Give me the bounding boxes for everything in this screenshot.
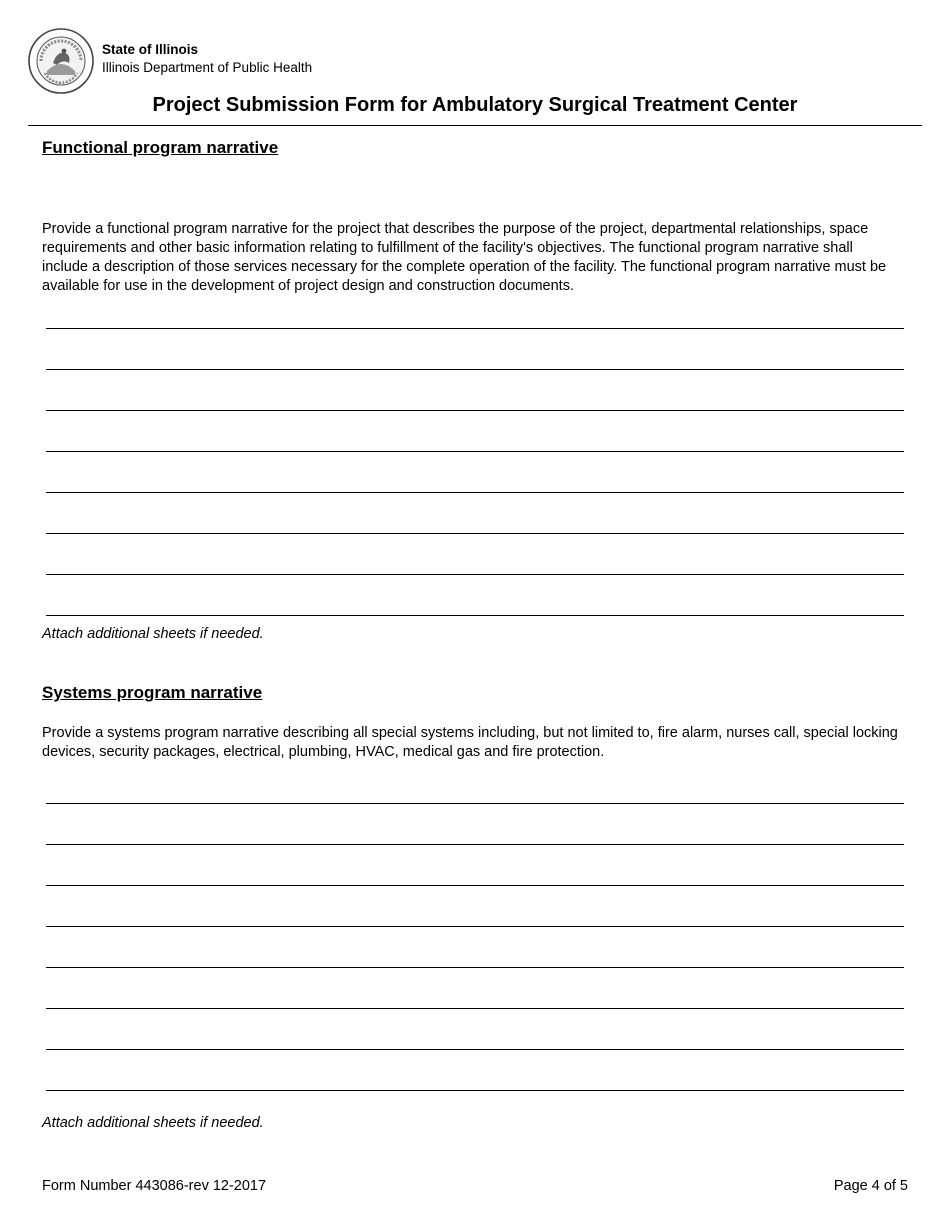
functional-attach-note: Attach additional sheets if needed. bbox=[42, 626, 264, 642]
functional-narrative-line-4[interactable] bbox=[46, 411, 904, 452]
form-number: Form Number 443086-rev 12-2017 bbox=[42, 1178, 267, 1194]
functional-narrative-line-2[interactable] bbox=[46, 329, 904, 370]
illinois-state-seal-icon bbox=[27, 27, 95, 95]
systems-narrative-line-7[interactable] bbox=[46, 1009, 904, 1050]
systems-narrative-line-2[interactable] bbox=[46, 804, 904, 845]
page-number: Page 4 of 5 bbox=[833, 1178, 908, 1194]
state-name: State of Illinois bbox=[102, 42, 199, 57]
functional-narrative-line-1[interactable] bbox=[46, 287, 904, 329]
functional-narrative-lines[interactable] bbox=[46, 287, 904, 616]
systems-narrative-line-5[interactable] bbox=[46, 927, 904, 968]
form-title: Project Submission Form for Ambulatory Surgical Treatment Center bbox=[152, 94, 798, 116]
title-divider bbox=[28, 125, 922, 126]
systems-narrative-instructions: Provide a systems program narrative describing all special systems including, but not limited to, fire alarm, nurses call, special locking devices, security packages, electrical, plumbing, HVAC, medical gas and fire protection. bbox=[42, 725, 898, 760]
functional-narrative-heading: Functional program narrative bbox=[42, 138, 279, 157]
agency-block bbox=[102, 41, 312, 77]
functional-narrative-line-6[interactable] bbox=[46, 493, 904, 534]
systems-narrative-line-1[interactable] bbox=[46, 762, 904, 804]
department-name: Illinois Department of Public Health bbox=[102, 60, 313, 75]
systems-narrative-heading: Systems program narrative bbox=[42, 683, 263, 702]
systems-narrative-line-8[interactable] bbox=[46, 1050, 904, 1091]
functional-narrative-line-5[interactable] bbox=[46, 452, 904, 493]
systems-narrative-line-4[interactable] bbox=[46, 886, 904, 927]
systems-narrative-lines[interactable] bbox=[46, 762, 904, 1091]
functional-narrative-line-3[interactable] bbox=[46, 370, 904, 411]
systems-attach-note: Attach additional sheets if needed. bbox=[42, 1115, 264, 1131]
functional-narrative-line-8[interactable] bbox=[46, 575, 904, 616]
functional-narrative-line-7[interactable] bbox=[46, 534, 904, 575]
systems-narrative-line-3[interactable] bbox=[46, 845, 904, 886]
functional-narrative-instructions: Provide a functional program narrative for the project that describes the purpose of the project, departmental relationships, space requirements and other basic information relating to fulfillment of the facility's objectives. The functional program narrative shall include a description of those services necessary for the complete operation of the facility. The functional program narrative must be available for use in the development of project design and construction documents. bbox=[42, 221, 887, 294]
systems-narrative-line-6[interactable] bbox=[46, 968, 904, 1009]
